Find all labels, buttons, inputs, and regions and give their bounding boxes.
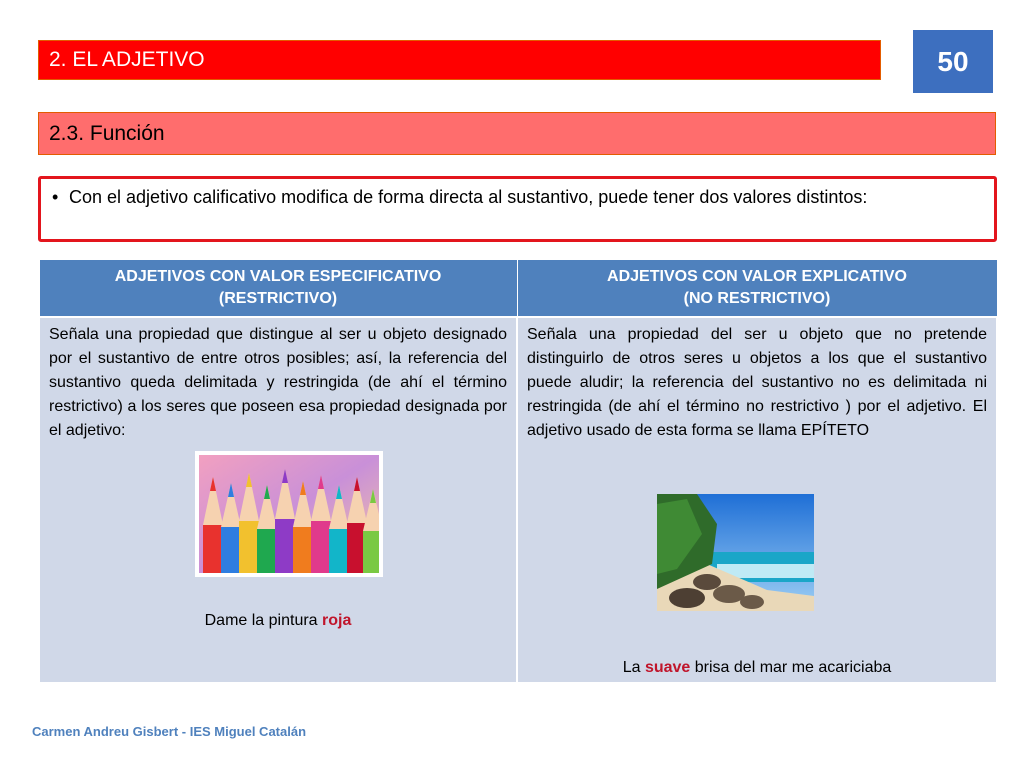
especificativo-example	[40, 610, 516, 632]
bullet-icon: •	[52, 187, 59, 207]
cell-explicativo	[517, 317, 997, 683]
example-right-highlight: suave	[644, 659, 691, 676]
example-right-before: La	[622, 659, 645, 676]
cell-especificativo	[39, 317, 517, 683]
page-number: 50	[913, 30, 993, 93]
header-explicativo	[517, 260, 997, 318]
example-left-highlight: roja	[322, 612, 352, 629]
comparison-table	[38, 259, 998, 684]
explicativo-description: Señala una propiedad del ser u objeto que no pretende distinguirlo de otros seres u objetos a los que el sustantivo puede aludir; la referencia del sustantivo no es delimitada ni restringida (de ahí el término no restrictivo ) por el adjetivo. El adjetivo usado de esta forma se llama EPÍTETO	[527, 326, 987, 439]
colored-pencils-image	[195, 451, 383, 577]
example-left-before: Dame la pintura	[204, 612, 323, 629]
header-especificativo	[39, 260, 517, 318]
example-right-after: brisa del mar me acariciaba	[690, 659, 892, 676]
beach-image	[657, 494, 814, 611]
explicativo-example	[518, 657, 996, 679]
header-explicativo-line2: (NO RESTRICTIVO)	[683, 290, 831, 307]
especificativo-description: Señala una propiedad que distingue al ser u objeto designado por el sustantivo de entre otros posibles; así, la referencia del sustantivo queda delimitada y restringida (de ahí el término restrictivo) a los seres que poseen esa propiedad designada por el adjetivo:	[49, 326, 507, 439]
slide-title: 2. EL ADJETIVO	[38, 40, 881, 80]
header-especificativo-line1: ADJETIVOS CON VALOR ESPECIFICATIVO	[114, 268, 442, 285]
footer-credit: Carmen Andreu Gisbert - IES Miguel Catalán	[32, 724, 307, 739]
section-title: 2.3. Función	[38, 112, 996, 155]
intro-text: Con el adjetivo calificativo modifica de forma directa al sustantivo, puede tener dos valores distintos:	[69, 187, 868, 207]
header-especificativo-line2: (RESTRICTIVO)	[218, 290, 338, 307]
beach-icon	[657, 494, 814, 611]
header-explicativo-line1: ADJETIVOS CON VALOR EXPLICATIVO	[607, 268, 907, 285]
intro-box	[38, 176, 997, 242]
pencils-icon	[199, 455, 379, 573]
